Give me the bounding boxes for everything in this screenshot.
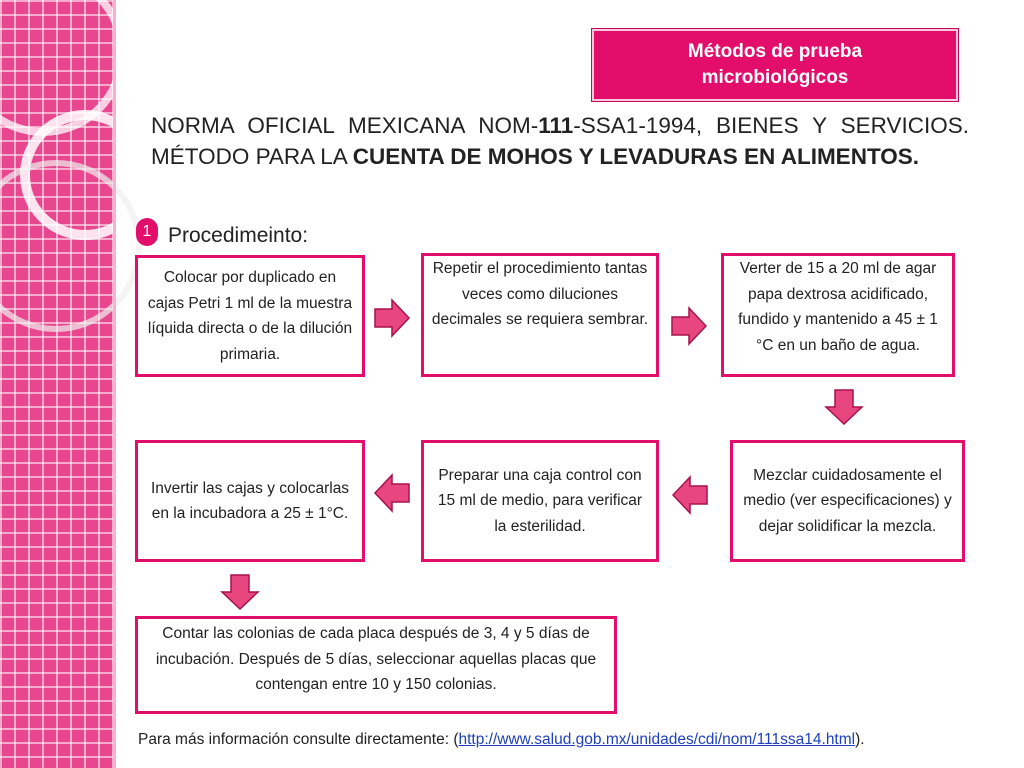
step-text: Preparar una caja control con 15 ml de medio, para verificar la esterilidad. — [437, 466, 643, 535]
heading-method-title: CUENTA DE MOHOS Y LEVADURAS EN ALIMENTOS. — [352, 144, 920, 169]
heading-norm-number: 111 — [538, 113, 574, 138]
step-text: Mezclar cuidadosamente el medio (ver especificaciones) y dejar solidificar la mezcla. — [743, 466, 952, 535]
footer-suffix: ). — [855, 731, 865, 748]
step-text: Verter de 15 a 20 ml de agar papa dextrosa acidificado, fundido y mantenido a 45 ± 1 °C en un baño de agua. — [738, 260, 938, 354]
slide-title-box — [592, 29, 958, 101]
footer-prefix: Para más información consulte directamente: ( — [138, 731, 459, 748]
step-box-1 — [135, 255, 365, 377]
reference-link[interactable]: http://www.salud.gob.mx/unidades/cdi/nom/111ssa14.html — [458, 731, 856, 748]
procedure-label: Procedimeinto: — [168, 224, 309, 247]
slide-title: Métodos de prueba microbiológicos — [687, 41, 863, 88]
arrow-right-icon — [671, 306, 707, 346]
step-box-7 — [135, 616, 617, 714]
step-text: Contar las colonias de cada placa después de 3, 4 y 5 días de incubación. Después de 5 días, seleccionar aquellas placas que contengan entre 10 y 150 colonias. — [155, 625, 597, 693]
heading-part1: NORMA OFICIAL MEXICANA NOM- — [151, 113, 539, 138]
step-text: Colocar por duplicado en cajas Petri 1 ml de la muestra líquida directa o de la dilución primaria. — [147, 269, 353, 363]
arrow-down-icon — [824, 389, 864, 425]
step-box-2 — [421, 253, 659, 377]
arrow-left-icon — [672, 475, 708, 515]
arrow-left-icon — [374, 473, 410, 513]
step-text: Repetir el procedimiento tantas veces como diluciones decimales se requiera sembrar. — [431, 260, 649, 328]
step-box-6 — [135, 440, 365, 562]
decorative-edge — [113, 0, 116, 768]
heading-part2: -SSA1-1994, BIENES Y SERVICIOS. MÉTODO PARA LA — [151, 113, 969, 169]
footer-note — [138, 731, 865, 749]
step-text: Invertir las cajas y colocarlas en la incubadora a 25 ± 1°C. — [150, 479, 350, 522]
step-box-4 — [730, 440, 965, 562]
norm-heading — [151, 110, 969, 172]
step-box-5 — [421, 440, 659, 562]
arrow-down-icon — [220, 574, 260, 610]
arrow-right-icon — [374, 298, 410, 338]
procedure-number-badge: 1 — [136, 218, 158, 246]
step-box-3 — [721, 253, 955, 377]
